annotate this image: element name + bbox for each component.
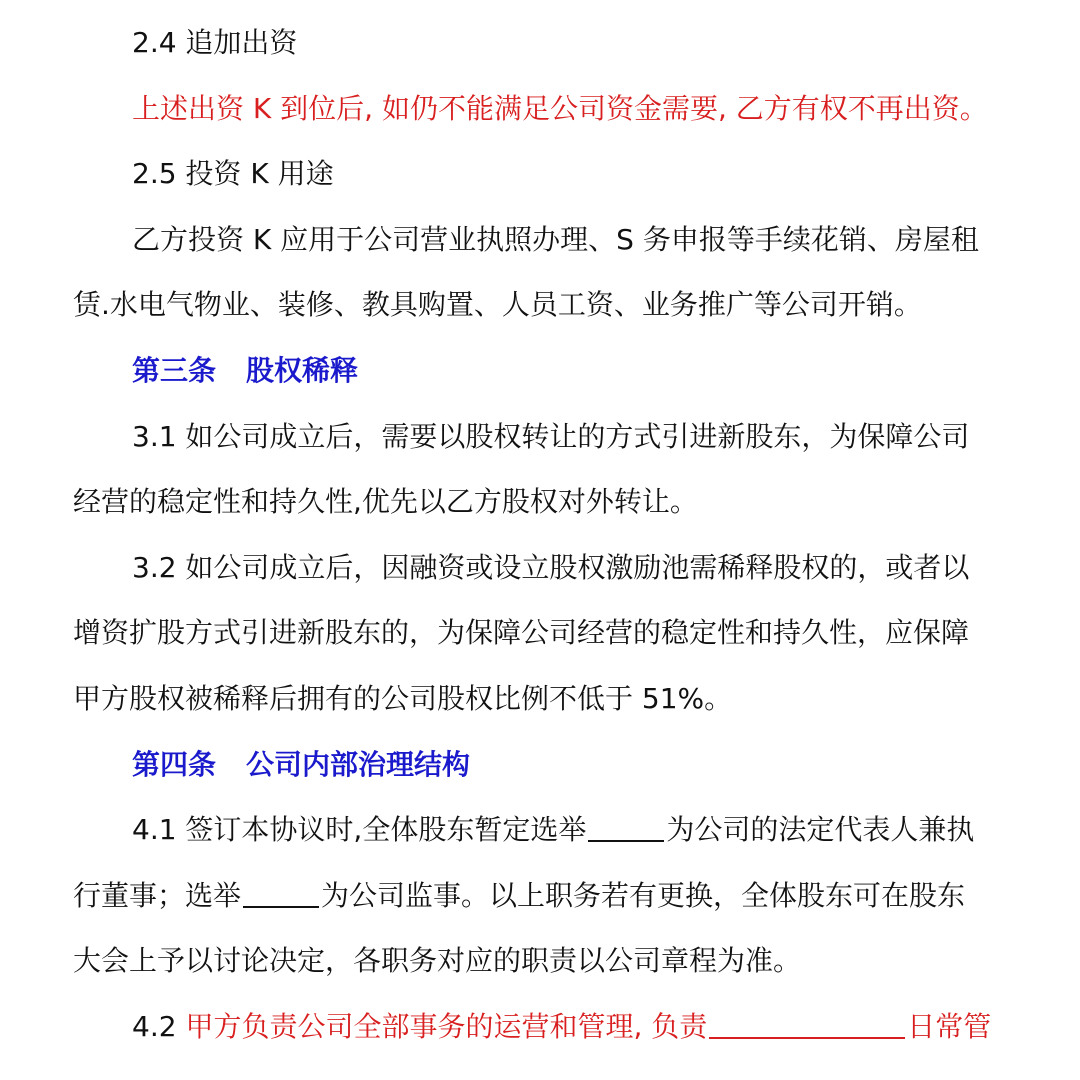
clause-3-2-line-3	[73, 666, 1009, 732]
paragraph-text: 乙方投资 K 应用于公司营业执照办理、S 务申报等手续花销、房屋租	[132, 222, 979, 256]
paragraph-text: 3.2 如公司成立后，因融资或设立股权激励池需稀释股权的，或者以	[132, 550, 970, 584]
supervisor-blank[interactable]	[243, 878, 319, 908]
paragraph-text: 为公司监事。以上职务若有更换，全体股东可在股东	[321, 878, 966, 912]
article-title: 公司内部治理结构	[246, 747, 471, 781]
section-2-4-body	[73, 76, 1009, 142]
article-label: 第四条	[132, 747, 217, 781]
paragraph-text: 4.1 签订本协议时,全体股东暂定选举	[132, 813, 587, 847]
clause-4-1-line-3	[73, 928, 1009, 994]
paragraph-text: 甲方股权被稀释后拥有的公司股权比例不低于 51%。	[73, 681, 733, 715]
clause-4-2-line-1	[73, 994, 1009, 1060]
clause-3-2-line-1	[73, 535, 1009, 601]
emphasized-clause-text: 日常管	[907, 1009, 992, 1043]
daily-management-blank[interactable]	[709, 1009, 905, 1039]
clause-3-1-line-2	[73, 469, 1009, 535]
article-4-heading	[73, 732, 1009, 798]
article-title: 股权稀释	[246, 353, 359, 387]
clause-3-1-line-1	[73, 404, 1009, 470]
paragraph-text: 大会上予以讨论决定，各职务对应的职责以公司章程为准。	[73, 944, 802, 978]
section-2-5-title	[73, 141, 1009, 207]
paragraph-text: 行董事；选举	[73, 878, 242, 912]
legal-representative-blank[interactable]	[588, 812, 664, 842]
paragraph-text: 为公司的法定代表人兼执	[666, 813, 975, 847]
paragraph-text: 3.1 如公司成立后，需要以股权转让的方式引进新股东，为保障公司	[132, 419, 970, 453]
clause-4-1-line-2	[73, 863, 1009, 929]
article-3-heading	[73, 338, 1009, 404]
section-title: 2.5 投资 K 用途	[132, 157, 334, 191]
section-2-5-body-line-2	[73, 272, 1009, 338]
section-title: 2.4 追加出资	[132, 26, 298, 59]
section-2-4-title	[73, 10, 1009, 76]
emphasized-clause-text: 甲方负责公司全部事务的运营和管理, 负责	[185, 1009, 708, 1043]
section-2-5-body-line-1	[73, 207, 1009, 273]
clause-3-2-line-2	[73, 600, 1009, 666]
paragraph-text: 经营的稳定性和持久性,优先以乙方股权对外转让。	[73, 485, 698, 519]
emphasized-clause-text: 上述出资 K 到位后, 如仍不能满足公司资金需要, 乙方有权不再出资。	[132, 91, 988, 125]
clause-4-1-line-1	[73, 797, 1009, 863]
clause-number: 4.2	[132, 1009, 177, 1043]
document-page	[73, 10, 1009, 1060]
paragraph-text: 赁.水电气物业、装修、教具购置、人员工资、业务推广等公司开销。	[73, 288, 922, 322]
article-label: 第三条	[132, 353, 217, 387]
paragraph-text: 增资扩股方式引进新股东的，为保障公司经营的稳定性和持久性，应保障	[73, 616, 970, 650]
